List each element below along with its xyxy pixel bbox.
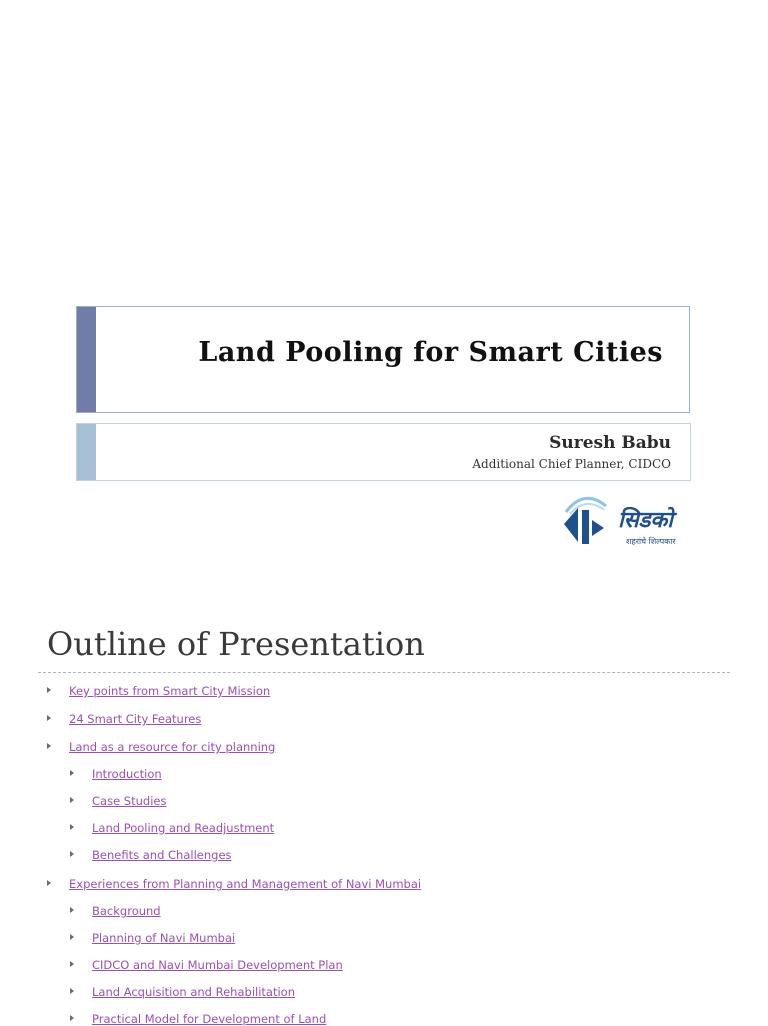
outline-title: Outline of Presentation bbox=[47, 625, 425, 663]
triangle-bullet-icon bbox=[70, 797, 74, 803]
outline-link[interactable]: CIDCO and Navi Mumbai Development Plan bbox=[92, 958, 343, 972]
presenter-name: Suresh Babu bbox=[549, 433, 671, 453]
triangle-bullet-icon bbox=[70, 851, 74, 857]
title-accent-bar bbox=[77, 307, 96, 412]
outline-link[interactable]: Land Acquisition and Rehabilitation bbox=[92, 985, 295, 999]
presenter-accent-bar bbox=[77, 424, 96, 480]
logo-wordmark: सिडको bbox=[618, 508, 673, 533]
triangle-bullet-icon bbox=[47, 715, 51, 721]
slide-title: Land Pooling for Smart Cities bbox=[198, 337, 663, 368]
outline-link[interactable]: Land as a resource for city planning bbox=[69, 740, 276, 754]
outline-link[interactable]: Practical Model for Development of Land bbox=[92, 1012, 327, 1026]
triangle-bullet-icon bbox=[47, 687, 51, 693]
triangle-bullet-icon bbox=[70, 961, 74, 967]
outline-link[interactable]: Introduction bbox=[92, 767, 162, 781]
outline-slide bbox=[0, 595, 768, 1024]
outline-link[interactable]: Land Pooling and Readjustment bbox=[92, 821, 275, 835]
cidco-logo-icon bbox=[556, 490, 618, 552]
title-box bbox=[76, 306, 690, 413]
triangle-bullet-icon bbox=[70, 770, 74, 776]
outline-link[interactable]: Case Studies bbox=[92, 794, 167, 808]
outline-link[interactable]: Background bbox=[92, 904, 161, 918]
outline-link[interactable]: Key points from Smart City Mission bbox=[69, 684, 271, 698]
outline-link[interactable]: Experiences from Planning and Management of Navi Mumbai bbox=[69, 877, 422, 891]
cidco-logo bbox=[556, 490, 696, 552]
title-divider bbox=[38, 672, 730, 673]
triangle-bullet-icon bbox=[70, 1015, 74, 1021]
triangle-bullet-icon bbox=[70, 988, 74, 994]
presenter-role: Additional Chief Planner, CIDCO bbox=[472, 457, 671, 471]
triangle-bullet-icon bbox=[47, 880, 51, 886]
triangle-bullet-icon bbox=[47, 743, 51, 749]
outline-link[interactable]: Planning of Navi Mumbai bbox=[92, 931, 236, 945]
outline-link[interactable]: Benefits and Challenges bbox=[92, 848, 232, 862]
triangle-bullet-icon bbox=[70, 934, 74, 940]
logo-tagline: शहरांचे शिल्पकार bbox=[626, 537, 676, 546]
triangle-bullet-icon bbox=[70, 824, 74, 830]
triangle-bullet-icon bbox=[70, 907, 74, 913]
presenter-box bbox=[76, 423, 691, 481]
outline-link[interactable]: 24 Smart City Features bbox=[69, 712, 202, 726]
